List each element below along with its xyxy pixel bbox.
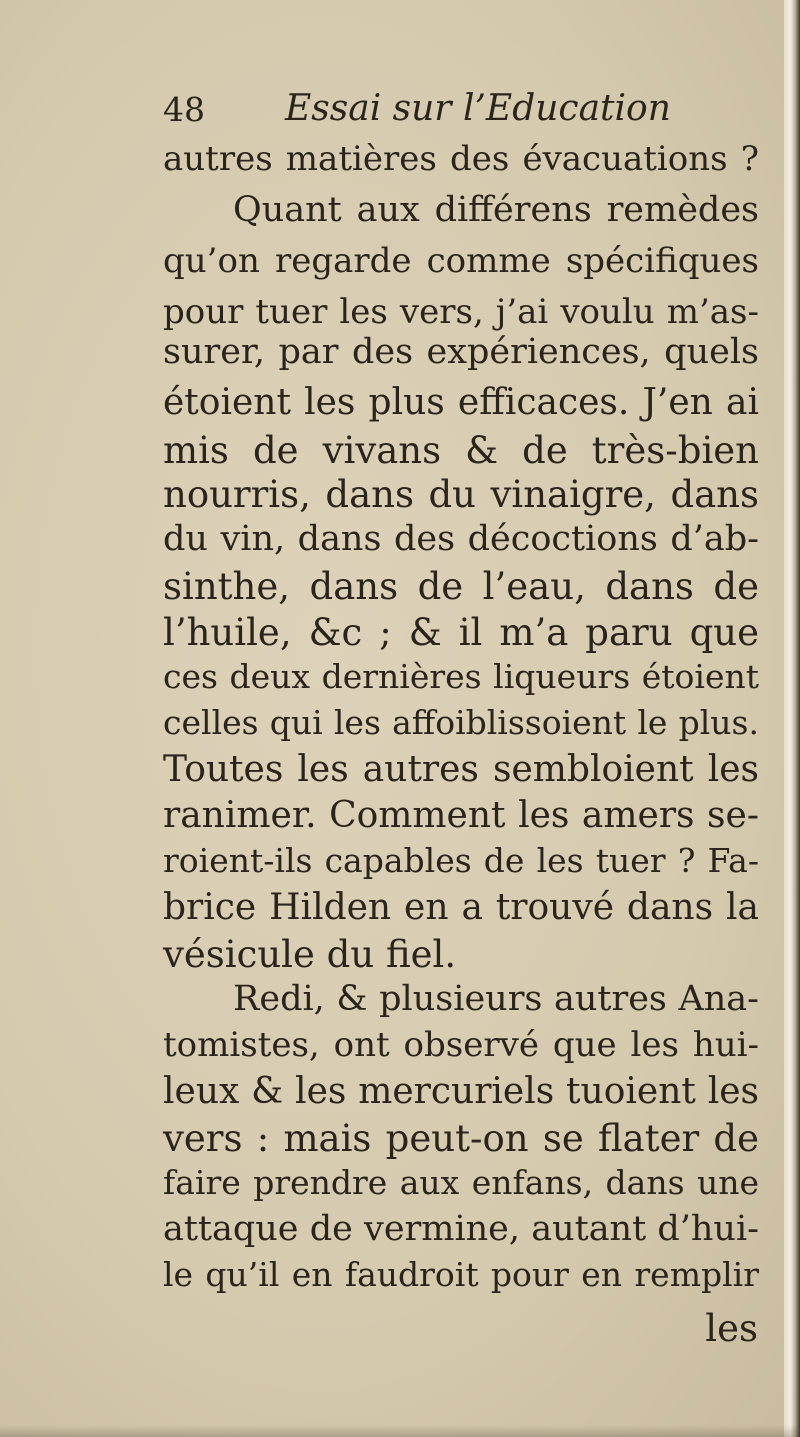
text-line-4: pour tuer les vers, j’ai voulu m’as- (163, 292, 759, 332)
text-line-1: autres matières des évacuations ? (163, 139, 759, 179)
text-line-8: nourris, dans du vinaigre, dans (163, 473, 759, 516)
text-line-18: vésicule du fiel. (163, 933, 457, 976)
text-line-6: étoient les plus efficaces. J’en ai (163, 382, 759, 423)
text-line-24: attaque de vermine, autant d’hui- (163, 1209, 759, 1249)
text-line-11: l’huile, &c ; & il m’a paru que (163, 611, 759, 654)
page-edge-shadow (784, 0, 800, 1437)
text-line-17: brice Hilden en a trouvé dans la (163, 887, 759, 928)
text-line-22: vers : mais peut-on se flater de (163, 1117, 759, 1160)
text-line-14: Toutes les autres sembloient les (163, 749, 759, 790)
text-line-3: qu’on regarde comme spécifiques (163, 241, 759, 281)
text-line-13: celles qui les affoiblissoient le plus. (163, 703, 759, 742)
text-line-10: sinthe, dans de l’eau, dans de (163, 565, 759, 608)
text-line-16: roient-ils capables de les tuer ? Fa- (163, 841, 759, 880)
text-line-15: ranimer. Comment les amers se- (163, 795, 759, 836)
text-line-5: surer, par des expériences, quels (163, 332, 759, 372)
text-line-9: du vin, dans des décoctions d’ab- (163, 519, 759, 559)
text-line-12: ces deux dernières liqueurs étoient (163, 657, 759, 696)
text-line-25: le qu’il en faudroit pour en remplir (163, 1255, 759, 1294)
text-line-21: leux & les mercuriels tuoient les (163, 1071, 759, 1112)
running-title: Essai sur l’Education (285, 88, 671, 129)
page-number: 48 (163, 90, 205, 129)
catchword: les (705, 1307, 758, 1350)
text-line-2: Quant aux différens remèdes (233, 190, 759, 230)
text-line-23: faire prendre aux enfans, dans une (163, 1163, 759, 1202)
text-line-20: tomistes, ont observé que les hui- (163, 1025, 759, 1065)
text-line-19: Redi, & plusieurs autres Ana- (233, 979, 759, 1019)
page-bottom-shadow (0, 1425, 800, 1437)
page-header (163, 82, 759, 129)
text-line-7: mis de vivans & de très-bien (163, 429, 759, 472)
